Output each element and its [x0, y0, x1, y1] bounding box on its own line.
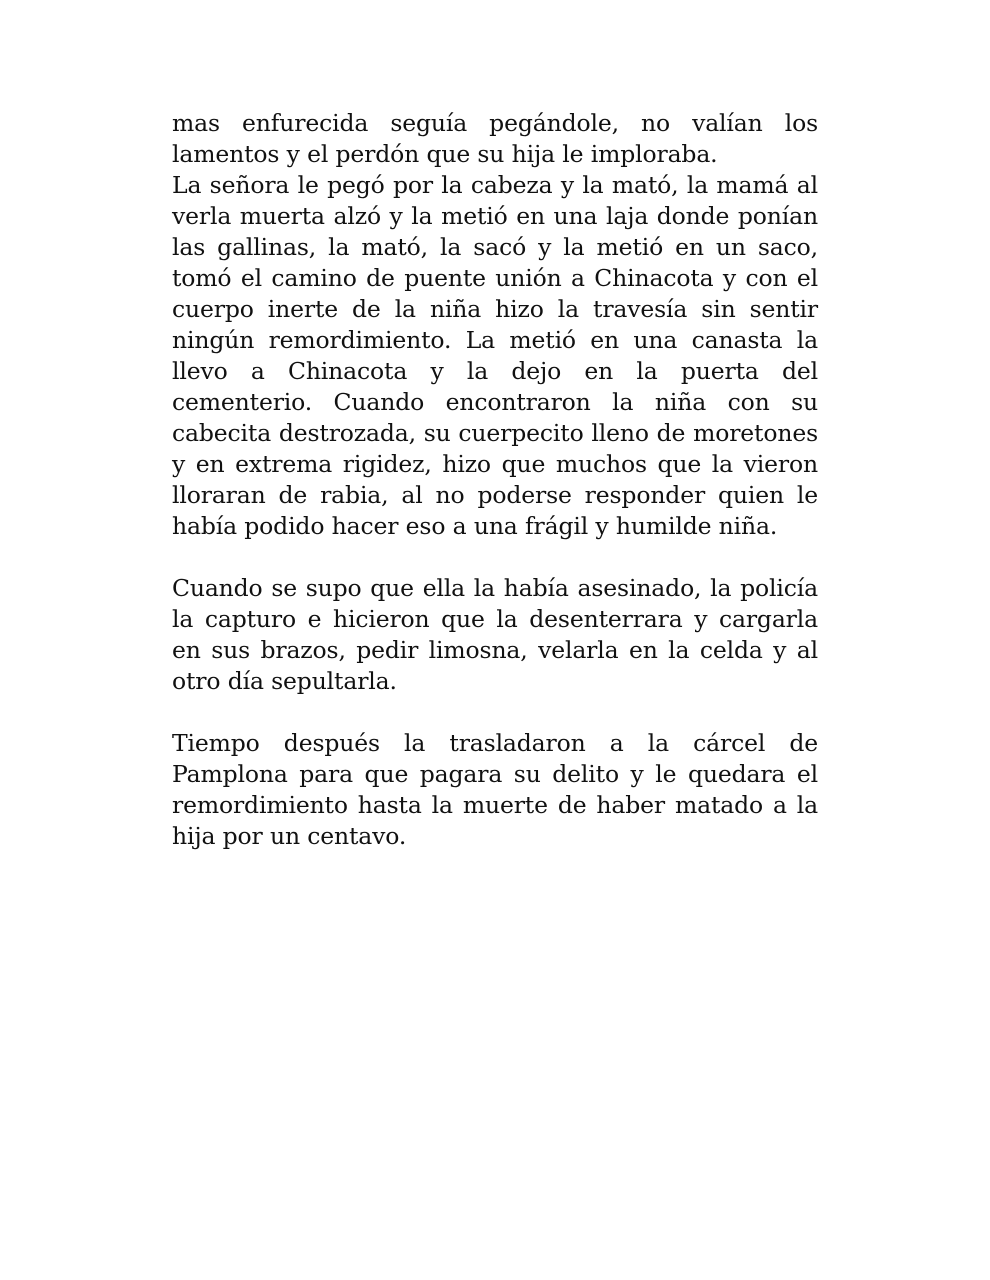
- paragraph-4: Tiempo después la trasladaron a la cárcel de Pamplona para que pagara su delito y le quedara el remordimiento hasta la muerte de haber matado a la hija por un centavo.: [172, 729, 818, 850]
- body-text: [172, 108, 818, 852]
- paragraph-1: mas enfurecida seguía pegándole, no valían los lamentos y el perdón que su hija le imploraba.: [172, 109, 818, 168]
- paragraph-2: La señora le pegó por la cabeza y la mató, la mamá al verla muerta alzó y la metió en una laja donde ponían las gallinas, la mató, la sacó y la metió en un saco, tomó el camino de puente unión a Chinacota y con el cuerpo inerte de la niña hizo la travesía sin sentir ningún remordimiento. La metió en una canasta la llevo a Chinacota y la dejo en la puerta del cementerio. Cuando encontraron la niña con su cabecita destrozada, su cuerpecito lleno de moretones y en extrema rigidez, hizo que muchos que la vieron lloraran de rabia, al no poderse responder quien le había podido hacer eso a una frágil y humilde niña.: [172, 171, 818, 540]
- paragraph-3: Cuando se supo que ella la había asesinado, la policía la capturo e hicieron que la desenterrara y cargarla en sus brazos, pedir limosna, velarla en la celda y al otro día sepultarla.: [172, 574, 818, 695]
